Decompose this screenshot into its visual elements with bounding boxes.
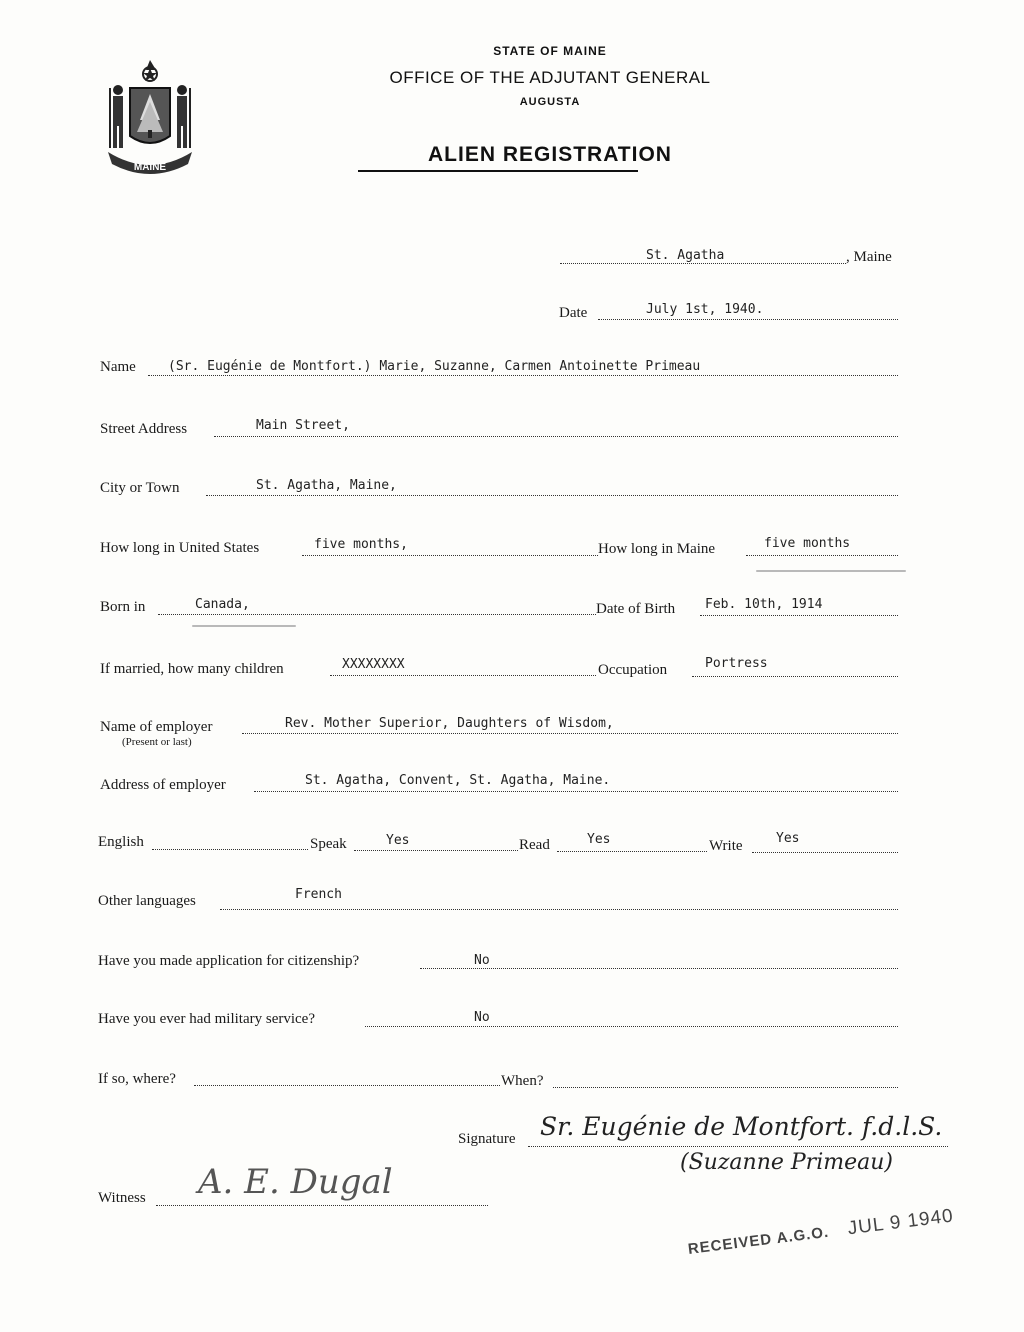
dob-line — [700, 615, 898, 616]
read-label: Read — [519, 837, 550, 853]
where-line — [194, 1085, 500, 1086]
signature-line — [528, 1146, 948, 1147]
received-stamp — [687, 1205, 955, 1259]
when-line — [553, 1087, 898, 1088]
other-languages-value: French — [295, 887, 342, 902]
state-seal-icon — [100, 58, 200, 182]
name-label: Name — [100, 359, 136, 375]
other-languages-line — [220, 909, 898, 910]
street-value: Main Street, — [256, 418, 350, 433]
born-value: Canada, — [195, 597, 250, 612]
us-duration-value: five months, — [314, 537, 408, 552]
pencil-mark — [756, 570, 906, 572]
svg-text:MAINE: MAINE — [133, 162, 167, 173]
read-value: Yes — [587, 832, 611, 847]
military-label: Have you ever had military service? — [98, 1011, 315, 1027]
read-line — [557, 851, 707, 852]
speak-line — [354, 850, 518, 851]
dob-value: Feb. 10th, 1914 — [705, 597, 823, 612]
employer-label: Name of employer — [100, 719, 213, 735]
write-label: Write — [709, 838, 743, 854]
place-value: St. Agatha — [646, 248, 725, 263]
name-value: (Sr. Eugénie de Montfort.) Marie, Suzanne, Carmen Antoinette Primeau — [168, 359, 701, 374]
other-languages-label: Other languages — [98, 893, 196, 909]
employer-value: Rev. Mother Superior, Daughters of Wisdom, — [285, 716, 614, 731]
date-label: Date — [559, 305, 588, 321]
city-label: City or Town — [100, 480, 180, 496]
employer-address-line — [254, 791, 898, 792]
children-line — [330, 675, 596, 676]
pencil-mark — [192, 625, 296, 627]
place-line — [560, 263, 846, 264]
maine-duration-label: How long in Maine — [598, 541, 716, 557]
where-label: If so, where? — [98, 1071, 176, 1087]
citizenship-line — [420, 968, 898, 969]
write-value: Yes — [776, 831, 800, 846]
city-value: St. Agatha, Maine, — [256, 478, 397, 493]
occupation-value: Portress — [705, 656, 768, 671]
stamp-text: RECEIVED A.G.O. — [687, 1223, 831, 1258]
children-value: XXXXXXXX — [342, 657, 405, 672]
street-label: Street Address — [100, 421, 188, 437]
date-line — [598, 319, 898, 320]
witness-line — [156, 1205, 488, 1206]
maine-duration-value: five months — [764, 536, 851, 551]
stamp-date: JUL 9 1940 — [846, 1205, 955, 1240]
street-line — [214, 436, 898, 437]
employer-address-label: Address of employer — [100, 777, 226, 793]
born-label: Born in — [100, 599, 146, 615]
signature-line-1: Sr. Eugénie de Montfort. f.d.l.S. — [540, 1112, 943, 1141]
employer-line — [242, 733, 898, 734]
witness-label: Witness — [98, 1190, 146, 1206]
maine-duration-line — [746, 555, 898, 556]
speak-value: Yes — [386, 833, 410, 848]
date-value: July 1st, 1940. — [646, 302, 764, 317]
employer-sublabel: (Present or last) — [122, 736, 192, 748]
occupation-label: Occupation — [598, 662, 668, 678]
form-title: ALIEN REGISTRATION — [428, 143, 672, 166]
us-duration-label: How long in United States — [100, 540, 260, 556]
english-label: English — [98, 834, 144, 850]
header-state: STATE OF MAINE — [493, 44, 607, 58]
dob-label: Date of Birth — [596, 601, 676, 617]
occupation-line — [692, 676, 898, 677]
speak-label: Speak — [310, 836, 347, 852]
citizenship-value: No — [474, 953, 490, 968]
header-office: OFFICE OF THE ADJUTANT GENERAL — [389, 68, 711, 87]
place-suffix: , Maine — [846, 249, 892, 265]
witness-signature: A. E. Dugal — [198, 1162, 393, 1202]
signature-label: Signature — [458, 1131, 516, 1147]
citizenship-label: Have you made application for citizenship? — [98, 953, 360, 969]
children-label: If married, how many children — [100, 661, 284, 677]
name-line — [148, 375, 898, 376]
born-line — [158, 614, 596, 615]
english-line — [152, 849, 308, 850]
write-line — [752, 852, 898, 853]
employer-address-value: St. Agatha, Convent, St. Agatha, Maine. — [305, 773, 611, 788]
city-line — [206, 495, 898, 496]
signature-line-2: (Suzanne Primeau) — [680, 1150, 893, 1175]
military-value: No — [474, 1010, 490, 1025]
us-duration-line — [302, 555, 598, 556]
when-label: When? — [501, 1073, 544, 1089]
header-city: AUGUSTA — [519, 96, 581, 108]
title-underline — [358, 170, 638, 172]
military-line — [365, 1026, 898, 1027]
